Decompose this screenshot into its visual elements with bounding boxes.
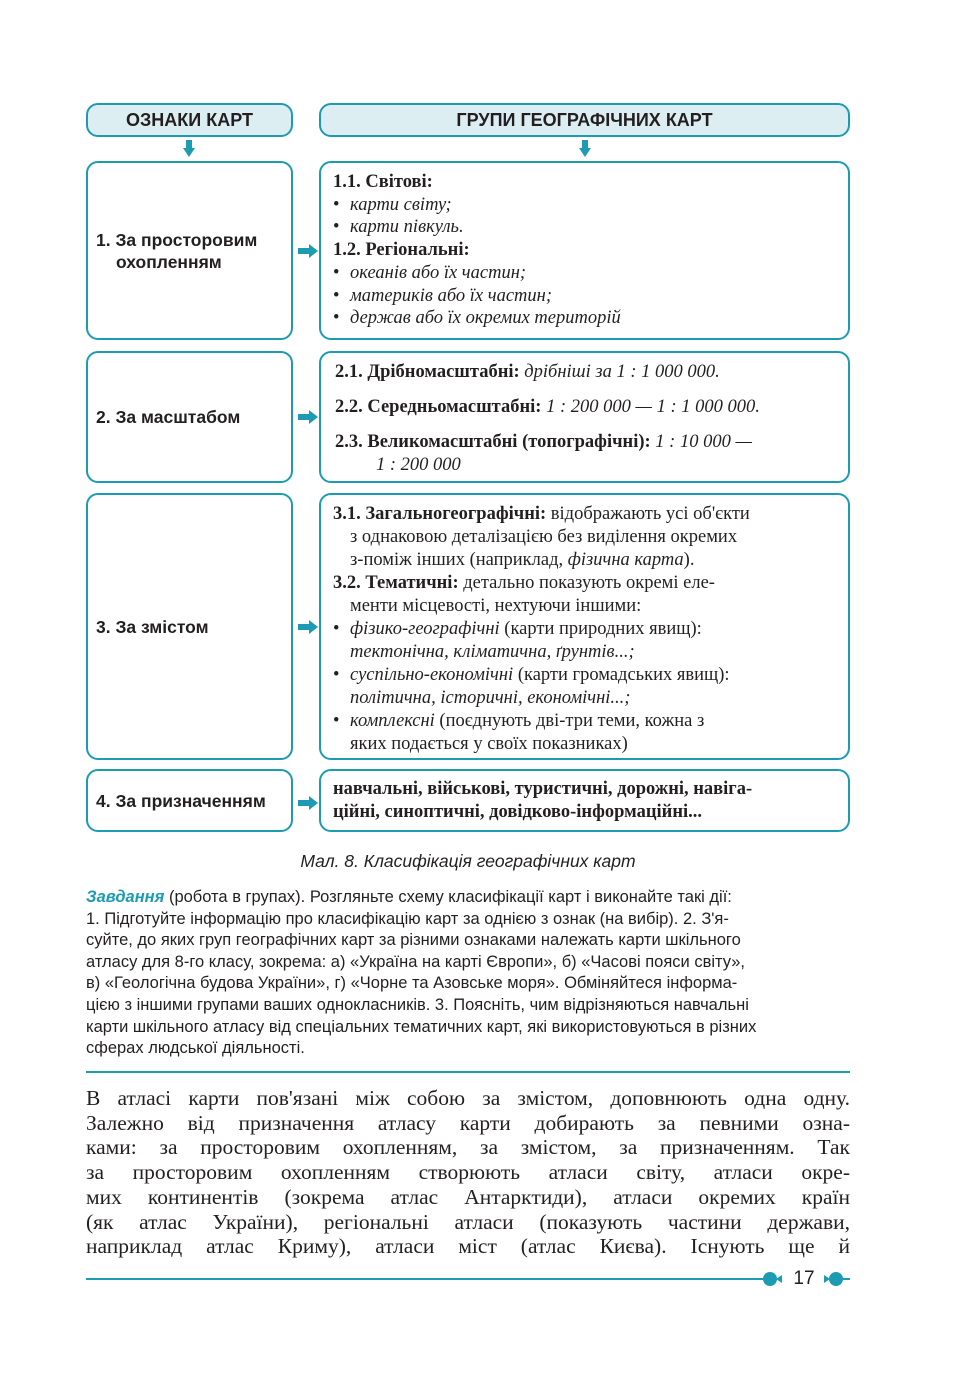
criterion-label: 2. За масштабом	[96, 407, 241, 427]
page-number-right-ornament-icon	[824, 1270, 850, 1288]
criterion-label: 1. За просторовим	[96, 229, 258, 250]
body-line: наприклад атлас Криму), атласи міст (атлас Києва). Існують ще й	[86, 1234, 850, 1259]
group-line: 3.1. Загальногеографічні: відображають усі об'єкти	[333, 504, 750, 524]
figure-caption: Мал. 8. Класифікація географічних карт	[300, 851, 636, 871]
body-line: Залежно від призначення атласу карти добирають за певними озна-	[86, 1110, 850, 1135]
footer-rule	[86, 1278, 766, 1280]
header-right: ГРУПИ ГЕОГРАФІЧНИХ КАРТ	[319, 103, 850, 137]
task-line: сферах людської діяльності.	[86, 1039, 305, 1058]
group-line-cont: з однаковою деталізацією без виділення окремих	[350, 527, 738, 547]
list-item: • карти півкуль.	[333, 217, 464, 238]
task-line: карти шкільного атласу від спеціальних тематичних карт, які використовуються в різних	[86, 1017, 757, 1036]
body-line: В атласі карти пов'язані між собою за змістом, доповнюють одна одну.	[86, 1086, 850, 1110]
groups-content	[319, 493, 850, 760]
list-item: • суспільно-економічні (карти громадських явищ):	[333, 665, 730, 685]
list-item: • держав або їх окремих територій	[333, 308, 621, 329]
list-item: • материків або їх частин;	[333, 285, 552, 306]
criterion-purpose	[86, 769, 293, 832]
task-line: цією з іншими групами ваших однокласників. 3. Поясніть, чим відрізняються навчальні	[86, 995, 749, 1014]
groups-purpose	[319, 769, 850, 832]
right-arrow-icon	[298, 410, 318, 424]
list-item: • карти світу;	[333, 194, 452, 215]
criterion-label-cont: охопленням	[116, 251, 222, 272]
group-line: 2.1. Дрібномасштабні: дрібніші за 1 : 1 000 000.	[335, 362, 720, 382]
group-line: навчальні, військові, туристичні, дорожні, навіга-	[333, 779, 753, 799]
group-heading: 1.1. Світові:	[333, 172, 433, 192]
group-line: 3.2. Тематичні: детально показують окремі еле-	[333, 573, 715, 593]
criterion-spatial	[86, 161, 293, 340]
task-line: атласу для 8-го класу, зокрема: а) «Україна на карті Європи», б) «Часові пояси світу»,	[86, 952, 745, 971]
criterion-label: 4. За призначенням	[96, 790, 266, 811]
down-arrow-right-icon	[579, 140, 591, 158]
list-item: • фізико-географічні (карти природних явищ):	[333, 619, 702, 639]
right-arrow-icon	[298, 620, 318, 634]
task-line: Завдання (робота в групах). Розгляньте схему класифікації карт і виконайте такі дії:	[86, 888, 732, 906]
criterion-content	[86, 493, 293, 760]
header-left: ОЗНАКИ КАРТ	[86, 103, 293, 137]
page-number-left-ornament-icon	[760, 1270, 782, 1288]
groups-scale	[319, 351, 850, 483]
separator-rule	[86, 1071, 850, 1073]
down-arrow-left-icon	[183, 140, 195, 158]
task-line: суйте, до яких груп географічних карт за різними ознаками належать карти шкільного	[86, 931, 741, 950]
body-line: ками: за просторовим охопленням, за змістом, за призначенням. Так	[86, 1135, 850, 1160]
body-line: (як атлас України), регіональні атласи (показують частини держави,	[86, 1209, 850, 1234]
group-line: 2.3. Великомасштабні (топографічні): 1 : 10 000 —	[335, 432, 752, 452]
list-item-cont: яких подається у своїх показниках)	[350, 734, 628, 754]
right-arrow-icon	[298, 244, 318, 258]
page-number: 17	[793, 1268, 815, 1289]
task-block	[86, 887, 866, 1060]
right-arrow-icon	[298, 796, 318, 810]
group-line: ційні, синоптичні, довідково-інформаційні...	[333, 802, 703, 822]
list-item: • комплексні (поєднують дві-три теми, кожна з	[333, 711, 705, 731]
body-line: за просторовим охопленням створюють атласи світу, атласи окре-	[86, 1160, 850, 1185]
body-paragraph	[86, 1086, 850, 1259]
list-item: • океанів або їх частин;	[333, 262, 527, 283]
criterion-label: 3. За змістом	[96, 616, 209, 637]
task-title: Завдання	[86, 888, 165, 906]
list-item-cont: тектонічна, кліматична, ґрунтів...;	[350, 642, 635, 662]
group-line: 2.2. Середньомасштабні: 1 : 200 000 — 1 : 1 000 000.	[335, 397, 760, 417]
criterion-scale	[86, 351, 293, 483]
task-line: 1. Підготуйте інформацію про класифікацію карт за однією з ознак (на вибір). 2. З'я-	[86, 909, 729, 928]
group-line-cont: 1 : 200 000	[376, 455, 461, 475]
body-line: мих континентів (зокрема атлас Антарктиди), атласи окремих країн	[86, 1184, 850, 1209]
groups-spatial	[319, 161, 850, 340]
task-line: в) «Геологічна будова України», г) «Чорне та Азовське моря». Обміняйтеся інформа-	[86, 974, 738, 993]
group-heading: 1.2. Регіональні:	[333, 240, 470, 261]
group-line-cont: з-поміж інших (наприклад, фізична карта).	[350, 550, 695, 570]
group-line-cont: менти місцевості, нехтуючи іншими:	[350, 596, 642, 616]
list-item-cont: політична, історичні, економічні...;	[350, 688, 631, 708]
